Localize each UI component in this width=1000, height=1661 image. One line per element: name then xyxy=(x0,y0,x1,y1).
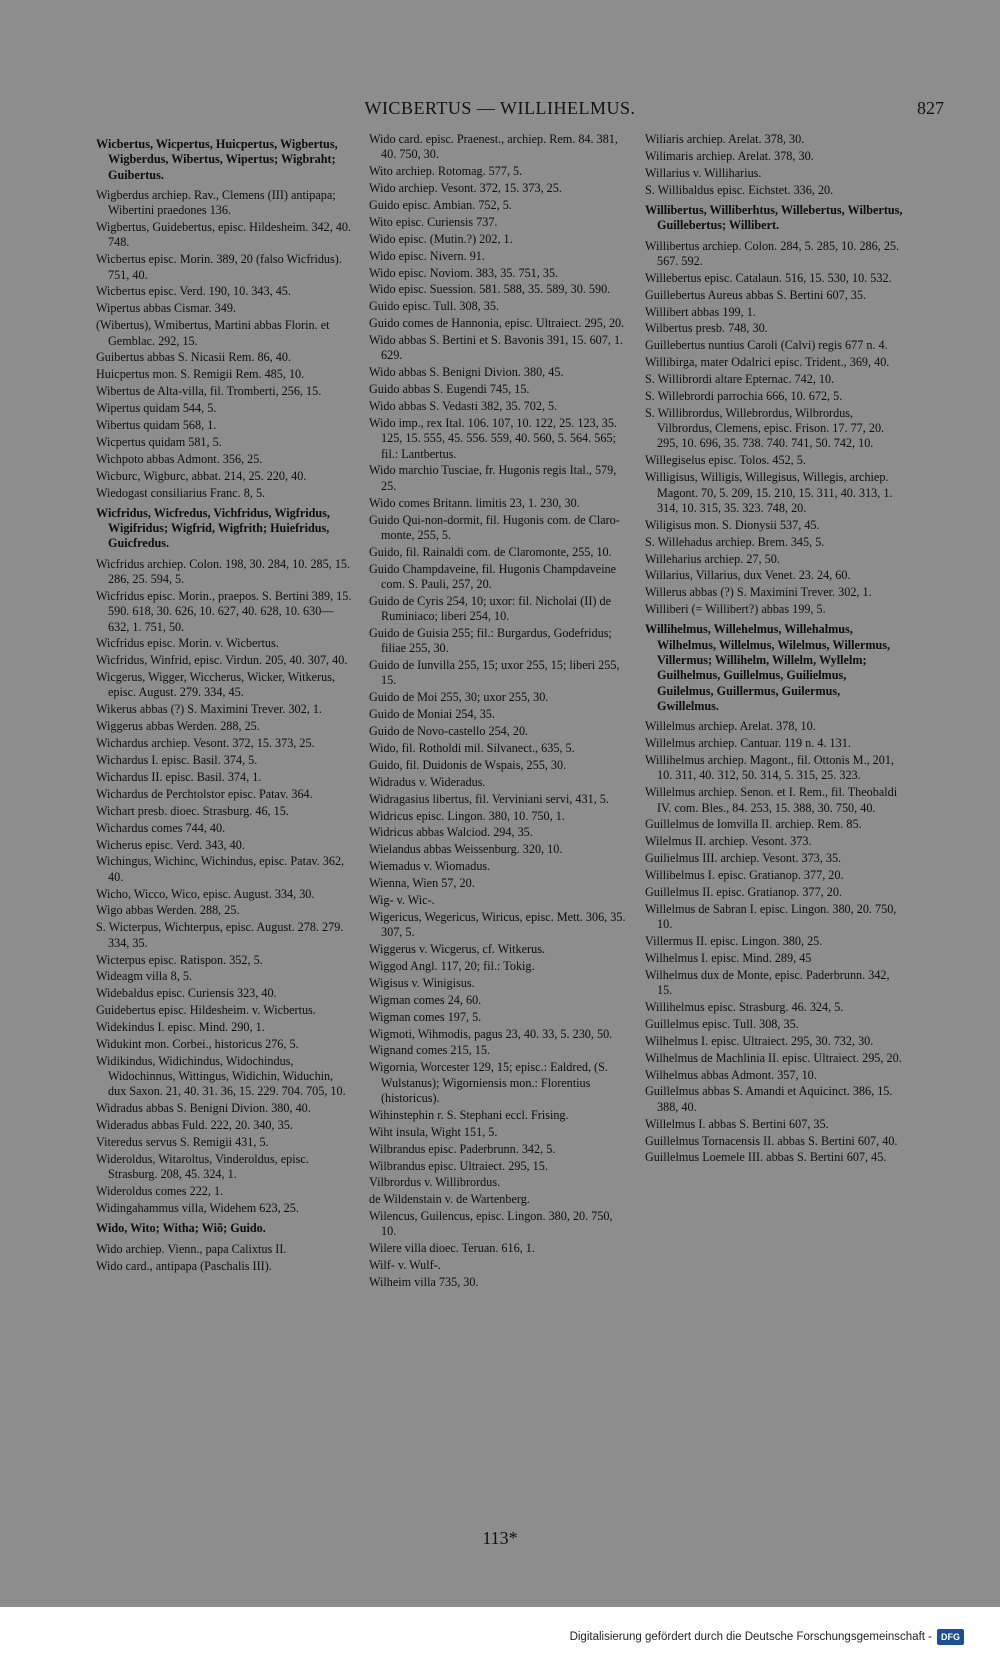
entry-heading: Wido, Wito; Witha; Wiõ; Guido. xyxy=(96,1221,266,1236)
index-entry: Willibelmus I. episc. Gratianop. 377, 20. xyxy=(645,868,844,883)
index-entry: Williberi (= Willibert?) abbas 199, 5. xyxy=(645,602,826,617)
entry-heading: Willibertus, Williberhtus, Willebertus, Wilbertus, Guillebertus; Willibert. xyxy=(645,202,903,233)
entry-heading: Willihelmus, Willehelmus, Willehalmus, Wilhelmus, Willelmus, Wilelmus, Willermus, Villermus; Willihelm, Willelm, Wyllelm; Guilhelmus, Guillelmus, Guilielmus, Guilelmus, Guillermus, Guilermus, Gwillelmus. xyxy=(645,622,891,713)
index-entry: Wiemadus v. Wiomadus. xyxy=(369,859,491,874)
index-entry: Villermus II. episc. Lingon. 380, 25. xyxy=(645,934,823,949)
index-entry: Wichardus I. episc. Basil. 374, 5. xyxy=(96,753,258,768)
index-entry: Wilbertus presb. 748, 30. xyxy=(645,321,768,336)
index-entry: Willelmus I. abbas S. Bertini 607, 35. xyxy=(645,1116,829,1131)
index-entry: Guido de Guisia 255; fil.: Burgardus, Godefridus; filiae 255, 30. xyxy=(369,625,612,656)
index-entry: Wipertus quidam 544, 5. xyxy=(96,401,217,416)
index-entry: Huicpertus mon. S. Remigii Rem. 485, 10. xyxy=(96,367,305,382)
index-entry: Guido, fil. Rainaldi com. de Claromonte, 255, 10. xyxy=(369,544,612,559)
index-entry: Wigman comes 24, 60. xyxy=(369,992,482,1007)
index-entry: Wilelmus II. archiep. Vesont. 373. xyxy=(645,834,812,849)
index-entry: Wilbrandus episc. Ultraiect. 295, 15. xyxy=(369,1158,548,1173)
index-entry: Wido episc. Noviom. 383, 35. 751, 35. xyxy=(369,265,559,280)
index-entry: Willelmus archiep. Arelat. 378, 10. xyxy=(645,719,816,734)
index-entry: Wicho, Wicco, Wico, episc. August. 334, 30. xyxy=(96,886,315,901)
index-entry: Guillelmus de Iomvilla II. archiep. Rem. 85. xyxy=(645,817,862,832)
index-entry: Wigman comes 197, 5. xyxy=(369,1009,482,1024)
index-entry: Wiligisus mon. S. Dionysii 537, 45. xyxy=(645,517,820,532)
index-entry: S. Wicterpus, Wichterpus, episc. August. 278. 279. 334, 35. xyxy=(96,920,344,950)
index-entry: Wido abbas S. Vedasti 382, 35. 702, 5. xyxy=(369,399,558,414)
index-entry: Wibertus de Alta-villa, fil. Tromberti, 256, 15. xyxy=(96,384,322,399)
index-entry: Widragasius libertus, fil. Verviniani servi, 431, 5. xyxy=(369,791,609,806)
index-entry: Guibertus abbas S. Nicasii Rem. 86, 40. xyxy=(96,350,291,365)
index-entry: Guido de Iunvilla 255, 15; uxor 255, 15; liberi 255, 15. xyxy=(369,658,620,688)
index-entry: Wiggerus abbas Werden. 288, 25. xyxy=(96,719,260,734)
index-entry: Wicfridus episc. Morin., praepos. S. Bertini 389, 15. 590. 618, 30. 626, 10. 627, 40. 628, 10. 630—632, 1. 751, 50. xyxy=(96,588,352,634)
index-entry: Willihelmus archiep. Magont., fil. Ottonis M., 201, 10. 311, 40. 312, 50. 314, 5. 315, 25. 323. xyxy=(645,753,894,783)
index-entry: Guido Qui-non-dormit, fil. Hugonis com. de Claro-monte, 255, 5. xyxy=(369,512,620,542)
index-entry: Widradus v. Wideradus. xyxy=(369,774,486,789)
index-entry: Wilbrandus episc. Paderbrunn. 342, 5. xyxy=(369,1141,556,1156)
index-entry: Willelmus archiep. Cantuar. 119 n. 4. 131. xyxy=(645,736,851,751)
index-entry: Viteredus servus S. Remigii 431, 5. xyxy=(96,1135,269,1150)
index-entry: S. Willebrordi parrochia 666, 10. 672, 5. xyxy=(645,388,843,403)
index-entry: Wicpertus quidam 581, 5. xyxy=(96,434,222,449)
index-entry: Willelmus archiep. Senon. et I. Rem., fil. Theobaldi IV. com. Bles., 84. 253, 15. 388, 30. 750, 40. xyxy=(645,785,898,815)
index-entry: Willeharius archiep. 27, 50. xyxy=(645,551,780,566)
index-entry: Guillelmus Tornacensis II. abbas S. Bertini 607, 40. xyxy=(645,1133,898,1148)
index-entry: Wido card., antipapa (Paschalis III). xyxy=(96,1258,272,1273)
index-entry: Willelmus de Sabran I. episc. Lingon. 380, 20. 750, 10. xyxy=(645,901,897,932)
index-entry: Wido imp., rex Ital. 106. 107, 10. 122, 25. 123, 35. 125, 15. 555, 45. 556. 559, 40. 560, 5. 564. 565; fil.: Lantbertus. xyxy=(369,415,617,461)
page-title: WICBERTUS — WILLIHELMUS. xyxy=(364,98,636,118)
index-entry: Wilimaris archiep. Arelat. 378, 30. xyxy=(645,148,814,163)
index-entry: Wiedogast consiliarius Franc. 8, 5. xyxy=(96,485,266,500)
index-entry: Wicburc, Wigburc, abbat. 214, 25. 220, 40. xyxy=(96,468,307,483)
index-entry: Widikindus, Widichindus, Widochindus, Widochinnus, Wittingus, Widichin, Widuchin, dux Saxon. 21, 40. 31. 36, 15. 229. 704. 705, 10. xyxy=(96,1053,346,1099)
index-entry: Wihinstephin r. S. Stephani eccl. Frising. xyxy=(369,1107,569,1122)
index-entry: Wipertus abbas Cismar. 349. xyxy=(96,301,236,316)
index-entry: Guillelmus episc. Tull. 308, 35. xyxy=(645,1016,799,1031)
index-entry: Wido card. episc. Praenest., archiep. Rem. 84. 381, 40. 750, 30. xyxy=(369,132,618,162)
index-entry: Widricus abbas Walciod. 294, 35. xyxy=(369,825,533,840)
index-entry: Wido archiep. Vienn., papa Calixtus II. xyxy=(96,1241,287,1256)
index-entry: Guidebertus episc. Hildesheim. v. Wicbertus. xyxy=(96,1003,316,1018)
index-entry: Wicbertus episc. Morin. 389, 20 (falso Wicfridus). 751, 40. xyxy=(96,252,342,282)
index-entry: Widukint mon. Corbei., historicus 276, 5. xyxy=(96,1037,299,1051)
index-entry: Wiliaris archiep. Arelat. 378, 30. xyxy=(645,132,805,146)
index-entry: Wideradus abbas Fuld. 222, 20. 340, 35. xyxy=(96,1118,293,1133)
index-entry: Wicgerus, Wigger, Wiccherus, Wicker, Witkerus, episc. August. 279. 334, 45. xyxy=(96,670,336,700)
index-entry: Wiggod Angl. 117, 20; fil.: Tokig. xyxy=(369,959,535,973)
index-entry: Wido archiep. Vesont. 372, 15. 373, 25. xyxy=(369,181,562,196)
index-entry: Wicfridus archiep. Colon. 198, 30. 284, 10. 285, 15. 286, 25. 594, 5. xyxy=(96,556,351,587)
index-entry: S. Willibaldus episc. Eichstet. 336, 20. xyxy=(645,182,834,197)
index-entry: Willebertus episc. Catalaun. 516, 15. 530, 10. 532. xyxy=(645,270,892,285)
index-entry: Wicfridus episc. Morin. v. Wicbertus. xyxy=(96,636,279,651)
index-entry: Guido abbas S. Eugendi 745, 15. xyxy=(369,382,530,397)
index-entry: Wigberdus archiep. Rav., Clemens (III) antipapa; Wibertini praedones 136. xyxy=(96,187,336,218)
index-entry: Wig- v. Wic-. xyxy=(369,893,435,908)
index-entry: Willarius, Villarius, dux Venet. 23. 24, 60. xyxy=(645,568,851,583)
index-entry: Guilielmus III. archiep. Vesont. 373, 35. xyxy=(645,851,842,866)
index-entry: Willibert abbas 199, 1. xyxy=(645,304,756,319)
index-entry: Willibertus archiep. Colon. 284, 5. 285, 10. 286, 25. 567. 592. xyxy=(645,238,900,268)
index-entry: Wichart presb. dioec. Strasburg. 46, 15. xyxy=(96,803,289,818)
index-entry: Guido episc. Ambian. 752, 5. xyxy=(369,197,512,212)
index-entry: Wido comes Britann. limitis 23, 1. 230, 30. xyxy=(369,495,580,510)
index-entry: Willihelmus episc. Strasburg. 46. 324, 5. xyxy=(645,1000,844,1015)
footer-bar xyxy=(0,1607,1000,1661)
index-entry: Wigbertus, Guidebertus, episc. Hildesheim. 342, 40. 748. xyxy=(96,220,352,250)
index-column-1 xyxy=(96,132,354,1276)
index-entry: Widebaldus episc. Curiensis 323, 40. xyxy=(96,986,277,1001)
index-entry: Wiggerus v. Wicgerus, cf. Witkerus. xyxy=(369,942,545,957)
index-entry: Wichingus, Wichinc, Wichindus, episc. Patav. 362, 40. xyxy=(96,854,345,884)
index-entry: Wito episc. Curiensis 737. xyxy=(369,214,498,229)
index-entry: Wilere villa dioec. Teruan. 616, 1. xyxy=(369,1241,535,1256)
index-entry: Guillelmus abbas S. Amandi et Aquicinct. 386, 15. 388, 40. xyxy=(645,1084,893,1114)
index-entry: Wibertus quidam 568, 1. xyxy=(96,417,217,432)
index-entry: Wito archiep. Rotomag. 577, 5. xyxy=(369,164,523,179)
index-entry: Widekindus I. episc. Mind. 290, 1. xyxy=(96,1020,265,1035)
sheet-signature: 113* xyxy=(482,1528,518,1548)
index-entry: Wiht insula, Wight 151, 5. xyxy=(369,1124,498,1139)
index-entry: Willibirga, mater Odalrici episc. Trident., 369, 40. xyxy=(645,355,890,370)
index-entry: Willarius v. Williharius. xyxy=(645,165,762,180)
funding-credit: Digitalisierung gefördert durch die Deutsche Forschungsgemeinschaft - xyxy=(569,1631,932,1643)
index-entry: Wikerus abbas (?) S. Maximini Trever. 302, 1. xyxy=(96,702,322,717)
index-entry: Wichpoto abbas Admont. 356, 25. xyxy=(96,451,263,466)
index-column-3 xyxy=(645,132,903,1167)
index-entry: Wido episc. Suession. 581. 588, 35. 589, 30. 590. xyxy=(369,282,611,297)
dfg-logo: DFG xyxy=(937,1629,964,1645)
index-entry: Guillebertus Aureus abbas S. Bertini 607, 35. xyxy=(645,287,867,302)
index-entry: Guido episc. Tull. 308, 35. xyxy=(369,299,500,314)
index-entry: Wilhelmus dux de Monte, episc. Paderbrunn. 342, 15. xyxy=(645,967,890,998)
index-entry: Wigmoti, Wihmodis, pagus 23, 40. 33, 5. 230, 50. xyxy=(369,1026,613,1041)
index-entry: Wicbertus episc. Verd. 190, 10. 343, 45. xyxy=(96,284,291,299)
index-entry: Guillebertus nuntius Caroli (Calvi) regis 677 n. 4. xyxy=(645,338,888,353)
index-entry: Wichardus archiep. Vesont. 372, 15. 373, 25. xyxy=(96,736,315,751)
entry-heading: Wicbertus, Wicpertus, Huicpertus, Wigbertus, Wigberdus, Wibertus, Wipertus; Wigbraht; Guibertus. xyxy=(96,137,338,182)
index-entry: Wideagm villa 8, 5. xyxy=(96,969,192,984)
index-column-2 xyxy=(369,132,629,1292)
index-entry: Guillelmus Loemele III. abbas S. Bertini 607, 45. xyxy=(645,1150,887,1165)
index-entry: Wido episc. (Mutin.?) 202, 1. xyxy=(369,231,513,246)
index-entry: Wichardus de Perchtolstor episc. Patav. 364. xyxy=(96,786,313,801)
index-entry: Guido de Moi 255, 30; uxor 255, 30. xyxy=(369,690,549,705)
index-entry: Wido marchio Tusciae, fr. Hugonis regis Ital., 579, 25. xyxy=(369,463,617,493)
index-entry: Willegiselus episc. Tolos. 452, 5. xyxy=(645,453,806,468)
index-entry: Wido episc. Nivern. 91. xyxy=(369,248,485,263)
index-entry: Wigo abbas Werden. 288, 25. xyxy=(96,903,240,918)
index-entry: Guido de Novo-castello 254, 20. xyxy=(369,724,529,739)
index-entry: Widradus abbas S. Benigni Divion. 380, 40. xyxy=(96,1101,311,1116)
index-entry: Wideroldus comes 222, 1. xyxy=(96,1184,224,1199)
index-entry: Wienna, Wien 57, 20. xyxy=(369,876,475,891)
index-entry: Wigericus, Wegericus, Wiricus, episc. Mett. 306, 35. 307, 5. xyxy=(369,909,626,940)
entry-heading: Wicfridus, Wicfredus, Vichfridus, Wigfridus, Wigifridus; Wigfrid, Wigfrith; Huiefridus, Guicfredus. xyxy=(96,505,330,551)
index-entry: Wigisus v. Winigisus. xyxy=(369,975,475,990)
index-entry: Guido de Cyris 254, 10; uxor: fil. Nicholai (II) de Ruminiaco; liberi 254, 10. xyxy=(369,593,612,624)
page-number: 827 xyxy=(917,98,944,118)
index-entry: Wilheim villa 735, 30. xyxy=(369,1275,479,1290)
index-entry: Wichardus II. episc. Basil. 374, 1. xyxy=(96,769,262,784)
index-entry: Wicterpus episc. Ratispon. 352, 5. xyxy=(96,952,263,967)
index-entry: Wicherus episc. Verd. 343, 40. xyxy=(96,837,245,852)
index-entry: Wicfridus, Winfrid, episc. Virdun. 205, 40. 307, 40. xyxy=(96,653,348,668)
index-entry: Widricus episc. Lingon. 380, 10. 750, 1. xyxy=(369,808,565,823)
index-entry: Guido, fil. Duidonis de Wspais, 255, 30. xyxy=(369,757,567,772)
index-entry: Widingahammus villa, Widehem 623, 25. xyxy=(96,1201,299,1216)
index-entry: Wilencus, Guilencus, episc. Lingon. 380, 20. 750, 10. xyxy=(369,1209,613,1239)
index-entry: Wilhelmus I. episc. Ultraiect. 295, 30. 732, 30. xyxy=(645,1033,874,1048)
index-entry: Guido Champdaveine, fil. Hugonis Champdaveine com. S. Pauli, 257, 20. xyxy=(369,561,617,591)
index-entry: S. Willehadus archiep. Brem. 345, 5. xyxy=(645,534,825,549)
index-entry: Willigisus, Willigis, Willegisus, Willegis, archiep. Magont. 70, 5. 209, 15. 210, 15. 311, 40. 313, 1. 314, 10. 315, 35. 323. 748, 20. xyxy=(645,470,893,515)
index-entry: Guillelmus II. episc. Gratianop. 377, 20. xyxy=(645,884,842,899)
index-entry: Wilhelmus de Machlinia II. episc. Ultraiect. 295, 20. xyxy=(645,1050,902,1065)
index-entry: Wilf- v. Wulf-. xyxy=(369,1258,441,1273)
index-entry: Wilhelmus I. episc. Mind. 289, 45 xyxy=(645,950,812,965)
index-entry: Wichardus comes 744, 40. xyxy=(96,820,226,835)
index-entry: S. Willibrordi altare Epternac. 742, 10. xyxy=(645,372,835,387)
index-entry: Wignand comes 215, 15. xyxy=(369,1043,491,1058)
index-entry: Wideroldus, Witaroltus, Vinderoldus, episc. Strasburg. 208, 45. 324, 1. xyxy=(96,1152,309,1182)
index-entry: Guido comes de Hannonia, episc. Ultraiect. 295, 20. xyxy=(369,316,625,331)
index-entry: Willerus abbas (?) S. Maximini Trever. 302, 1. xyxy=(645,585,872,600)
index-entry: Vilbrordus v. Willibrordus. xyxy=(369,1175,501,1190)
index-entry: Wido, fil. Rotholdi mil. Silvanect., 635, 5. xyxy=(369,741,575,756)
index-entry: S. Willibrordus, Willebrordus, Wilbrordus, Vilbrordus, Clemens, episc. Frison. 17. 77, 20. 295, 10. 696, 35. 738. 740. 741, 50. 742, 10. xyxy=(645,405,885,451)
index-entry: (Wibertus), Wmibertus, Martini abbas Florin. et Gemblac. 292, 15. xyxy=(96,318,330,348)
index-entry: de Wildenstain v. de Wartenberg. xyxy=(369,1192,530,1207)
index-entry: Guido de Moniai 254, 35. xyxy=(369,707,495,722)
index-entry: Wielandus abbas Weissenburg. 320, 10. xyxy=(369,842,563,857)
index-entry: Wilhelmus abbas Admont. 357, 10. xyxy=(645,1067,817,1082)
index-entry: Wigornia, Worcester 129, 15; episc.: Ealdred, (S. Wulstanus); Wigorniensis mon.: Florentius (historicus). xyxy=(369,1060,608,1105)
index-entry: Wido abbas S. Bertini et S. Bavonis 391, 15. 607, 1. 629. xyxy=(369,333,624,363)
index-entry: Wido abbas S. Benigni Divion. 380, 45. xyxy=(369,365,564,380)
